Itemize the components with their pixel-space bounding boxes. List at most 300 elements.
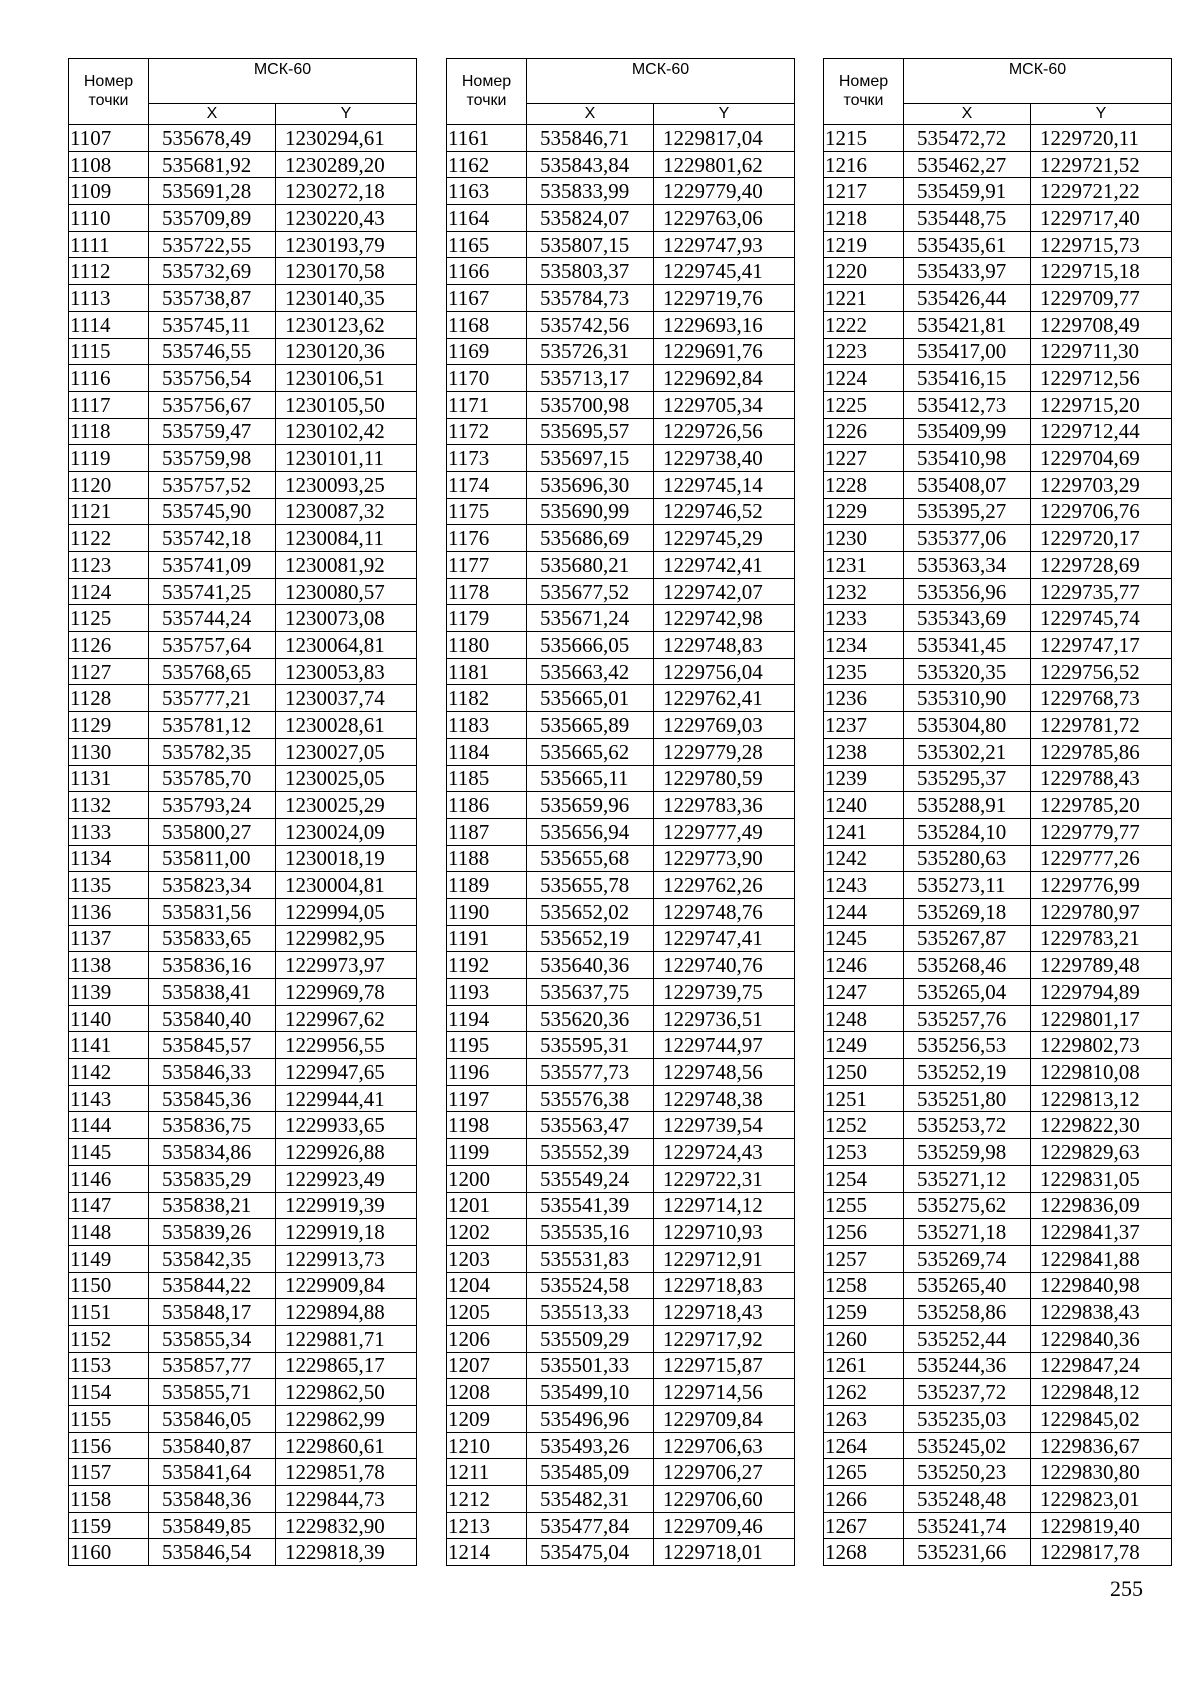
y-coordinate-cell: 1229789,48: [1031, 952, 1172, 979]
x-coordinate-cell: 535284,10: [904, 818, 1031, 845]
x-coordinate-cell: 535275,62: [904, 1192, 1031, 1219]
table-row: [69, 125, 417, 152]
header-x: X: [904, 104, 1031, 125]
x-coordinate-cell: 535690,99: [527, 498, 654, 525]
x-coordinate-cell: 535257,76: [904, 1005, 1031, 1032]
header-system: МСК-60: [527, 59, 795, 104]
y-coordinate-cell: 1229919,18: [276, 1219, 417, 1246]
point-number-cell: 1250: [824, 1059, 904, 1086]
table-row: [447, 1192, 795, 1219]
point-number-cell: 1183: [447, 712, 527, 739]
x-coordinate-cell: 535777,21: [149, 685, 276, 712]
x-coordinate-cell: 535482,31: [527, 1486, 654, 1513]
y-coordinate-cell: 1230018,19: [276, 845, 417, 872]
y-coordinate-cell: 1229693,16: [654, 311, 795, 338]
point-number-cell: 1213: [447, 1512, 527, 1539]
x-coordinate-cell: 535840,40: [149, 1005, 276, 1032]
x-coordinate-cell: 535268,46: [904, 952, 1031, 979]
table-row: [447, 925, 795, 952]
table-row: [447, 898, 795, 925]
y-coordinate-cell: 1229724,43: [654, 1139, 795, 1166]
x-coordinate-cell: 535524,58: [527, 1272, 654, 1299]
table-row: [824, 1512, 1172, 1539]
table-row: [824, 1432, 1172, 1459]
table-row: [824, 1165, 1172, 1192]
x-coordinate-cell: 535267,87: [904, 925, 1031, 952]
x-coordinate-cell: 535848,17: [149, 1299, 276, 1326]
x-coordinate-cell: 535838,21: [149, 1192, 276, 1219]
x-coordinate-cell: 535757,64: [149, 632, 276, 659]
table-row: [447, 365, 795, 392]
x-coordinate-cell: 535742,18: [149, 525, 276, 552]
y-coordinate-cell: 1229818,39: [276, 1539, 417, 1566]
y-coordinate-cell: 1229714,56: [654, 1379, 795, 1406]
y-coordinate-cell: 1229712,56: [1031, 365, 1172, 392]
point-number-cell: 1175: [447, 498, 527, 525]
point-number-cell: 1107: [69, 125, 149, 152]
x-coordinate-cell: 535595,31: [527, 1032, 654, 1059]
y-coordinate-cell: 1229851,78: [276, 1459, 417, 1486]
point-number-cell: 1249: [824, 1032, 904, 1059]
table-row: [824, 1272, 1172, 1299]
table-body: [447, 125, 795, 1566]
x-coordinate-cell: 535259,98: [904, 1139, 1031, 1166]
table-row: [824, 765, 1172, 792]
y-coordinate-cell: 1229783,21: [1031, 925, 1172, 952]
point-number-cell: 1244: [824, 898, 904, 925]
x-coordinate-cell: 535509,29: [527, 1325, 654, 1352]
point-number-cell: 1212: [447, 1486, 527, 1513]
table-row: [824, 1459, 1172, 1486]
table-row: [824, 1352, 1172, 1379]
table-row: [824, 1059, 1172, 1086]
x-coordinate-cell: 535681,92: [149, 151, 276, 178]
point-number-cell: 1138: [69, 952, 149, 979]
x-coordinate-cell: 535655,78: [527, 872, 654, 899]
point-number-cell: 1197: [447, 1085, 527, 1112]
y-coordinate-cell: 1229715,18: [1031, 258, 1172, 285]
x-coordinate-cell: 535493,26: [527, 1432, 654, 1459]
point-number-cell: 1203: [447, 1245, 527, 1272]
x-coordinate-cell: 535848,36: [149, 1486, 276, 1513]
point-number-cell: 1134: [69, 845, 149, 872]
y-coordinate-cell: 1229744,97: [654, 1032, 795, 1059]
y-coordinate-cell: 1229848,12: [1031, 1379, 1172, 1406]
table-row: [824, 658, 1172, 685]
point-number-cell: 1231: [824, 552, 904, 579]
x-coordinate-cell: 535499,10: [527, 1379, 654, 1406]
table-row: [69, 418, 417, 445]
y-coordinate-cell: 1229810,08: [1031, 1059, 1172, 1086]
y-coordinate-cell: 1229740,76: [654, 952, 795, 979]
point-number-cell: 1186: [447, 792, 527, 819]
point-number-cell: 1236: [824, 685, 904, 712]
table-row: [447, 125, 795, 152]
y-coordinate-cell: 1229703,29: [1031, 471, 1172, 498]
y-coordinate-cell: 1229768,73: [1031, 685, 1172, 712]
x-coordinate-cell: 535785,70: [149, 765, 276, 792]
table-row: [447, 338, 795, 365]
x-coordinate-cell: 535741,09: [149, 552, 276, 579]
y-coordinate-cell: 1229881,71: [276, 1325, 417, 1352]
x-coordinate-cell: 535838,41: [149, 979, 276, 1006]
table-row: [824, 1539, 1172, 1566]
table-row: [69, 1459, 417, 1486]
x-coordinate-cell: 535677,52: [527, 578, 654, 605]
point-number-cell: 1217: [824, 178, 904, 205]
x-coordinate-cell: 535496,96: [527, 1406, 654, 1433]
y-coordinate-cell: 1230087,32: [276, 498, 417, 525]
point-number-cell: 1168: [447, 311, 527, 338]
x-coordinate-cell: 535549,24: [527, 1165, 654, 1192]
x-coordinate-cell: 535697,15: [527, 445, 654, 472]
header-point-number: Номер точки: [824, 59, 904, 125]
table-row: [447, 418, 795, 445]
table-row: [69, 1299, 417, 1326]
table-row: [69, 658, 417, 685]
y-coordinate-cell: 1230004,81: [276, 872, 417, 899]
x-coordinate-cell: 535250,23: [904, 1459, 1031, 1486]
y-coordinate-cell: 1229801,17: [1031, 1005, 1172, 1032]
table-row: [447, 498, 795, 525]
point-number-cell: 1184: [447, 738, 527, 765]
x-coordinate-cell: 535845,57: [149, 1032, 276, 1059]
x-coordinate-cell: 535265,04: [904, 979, 1031, 1006]
y-coordinate-cell: 1230080,57: [276, 578, 417, 605]
table-row: [447, 1032, 795, 1059]
point-number-cell: 1178: [447, 578, 527, 605]
x-coordinate-cell: 535757,52: [149, 471, 276, 498]
y-coordinate-cell: 1229745,41: [654, 258, 795, 285]
table-row: [69, 1005, 417, 1032]
y-coordinate-cell: 1230193,79: [276, 231, 417, 258]
point-number-cell: 1139: [69, 979, 149, 1006]
y-coordinate-cell: 1229748,38: [654, 1085, 795, 1112]
x-coordinate-cell: 535742,56: [527, 311, 654, 338]
y-coordinate-cell: 1229780,59: [654, 765, 795, 792]
table-row: [447, 792, 795, 819]
x-coordinate-cell: 535855,71: [149, 1379, 276, 1406]
table-row: [69, 525, 417, 552]
x-coordinate-cell: 535395,27: [904, 498, 1031, 525]
table-row: [447, 1139, 795, 1166]
y-coordinate-cell: 1230106,51: [276, 365, 417, 392]
table-row: [69, 552, 417, 579]
x-coordinate-cell: 535237,72: [904, 1379, 1031, 1406]
y-coordinate-cell: 1229894,88: [276, 1299, 417, 1326]
y-coordinate-cell: 1229708,49: [1031, 311, 1172, 338]
x-coordinate-cell: 535235,03: [904, 1406, 1031, 1433]
x-coordinate-cell: 535665,62: [527, 738, 654, 765]
y-coordinate-cell: 1229956,55: [276, 1032, 417, 1059]
y-coordinate-cell: 1229781,72: [1031, 712, 1172, 739]
table-row: [447, 1512, 795, 1539]
x-coordinate-cell: 535535,16: [527, 1219, 654, 1246]
table-row: [69, 1512, 417, 1539]
table-row: [69, 792, 417, 819]
point-number-cell: 1160: [69, 1539, 149, 1566]
y-coordinate-cell: 1229801,62: [654, 151, 795, 178]
point-number-cell: 1190: [447, 898, 527, 925]
x-coordinate-cell: 535320,35: [904, 658, 1031, 685]
x-coordinate-cell: 535541,39: [527, 1192, 654, 1219]
y-coordinate-cell: 1229748,83: [654, 632, 795, 659]
x-coordinate-cell: 535269,74: [904, 1245, 1031, 1272]
x-coordinate-cell: 535726,31: [527, 338, 654, 365]
table-row: [69, 178, 417, 205]
y-coordinate-cell: 1229838,43: [1031, 1299, 1172, 1326]
table-row: [824, 712, 1172, 739]
y-coordinate-cell: 1229862,99: [276, 1406, 417, 1433]
table-row: [69, 1406, 417, 1433]
point-number-cell: 1122: [69, 525, 149, 552]
table-row: [447, 311, 795, 338]
x-coordinate-cell: 535680,21: [527, 552, 654, 579]
y-coordinate-cell: 1229721,52: [1031, 151, 1172, 178]
table-row: [447, 872, 795, 899]
point-number-cell: 1266: [824, 1486, 904, 1513]
y-coordinate-cell: 1229756,04: [654, 658, 795, 685]
point-number-cell: 1257: [824, 1245, 904, 1272]
point-number-cell: 1265: [824, 1459, 904, 1486]
x-coordinate-cell: 535846,05: [149, 1406, 276, 1433]
y-coordinate-cell: 1229717,92: [654, 1325, 795, 1352]
x-coordinate-cell: 535280,63: [904, 845, 1031, 872]
y-coordinate-cell: 1230289,20: [276, 151, 417, 178]
x-coordinate-cell: 535824,07: [527, 205, 654, 232]
point-number-cell: 1154: [69, 1379, 149, 1406]
point-number-cell: 1188: [447, 845, 527, 872]
y-coordinate-cell: 1229747,41: [654, 925, 795, 952]
table-row: [69, 1486, 417, 1513]
table-row: [824, 845, 1172, 872]
point-number-cell: 1254: [824, 1165, 904, 1192]
point-number-cell: 1187: [447, 818, 527, 845]
point-number-cell: 1192: [447, 952, 527, 979]
y-coordinate-cell: 1229923,49: [276, 1165, 417, 1192]
x-coordinate-cell: 535782,35: [149, 738, 276, 765]
table-row: [824, 685, 1172, 712]
table-row: [447, 1272, 795, 1299]
x-coordinate-cell: 535410,98: [904, 445, 1031, 472]
table-row: [824, 1112, 1172, 1139]
x-coordinate-cell: 535271,18: [904, 1219, 1031, 1246]
x-coordinate-cell: 535855,34: [149, 1325, 276, 1352]
table-row: [447, 285, 795, 312]
y-coordinate-cell: 1229712,44: [1031, 418, 1172, 445]
x-coordinate-cell: 535416,15: [904, 365, 1031, 392]
y-coordinate-cell: 1229706,63: [654, 1432, 795, 1459]
x-coordinate-cell: 535696,30: [527, 471, 654, 498]
point-number-cell: 1179: [447, 605, 527, 632]
point-number-cell: 1208: [447, 1379, 527, 1406]
y-coordinate-cell: 1229718,43: [654, 1299, 795, 1326]
table-row: [447, 1352, 795, 1379]
point-number-cell: 1162: [447, 151, 527, 178]
point-number-cell: 1263: [824, 1406, 904, 1433]
x-coordinate-cell: 535746,55: [149, 338, 276, 365]
table-row: [824, 1219, 1172, 1246]
x-coordinate-cell: 535713,17: [527, 365, 654, 392]
table-row: [69, 578, 417, 605]
y-coordinate-cell: 1229710,93: [654, 1219, 795, 1246]
point-number-cell: 1261: [824, 1352, 904, 1379]
table-row: [69, 1325, 417, 1352]
table-row: [824, 365, 1172, 392]
y-coordinate-cell: 1229779,28: [654, 738, 795, 765]
y-coordinate-cell: 1229739,75: [654, 979, 795, 1006]
x-coordinate-cell: 535477,84: [527, 1512, 654, 1539]
table-row: [69, 952, 417, 979]
y-coordinate-cell: 1229919,39: [276, 1192, 417, 1219]
x-coordinate-cell: 535637,75: [527, 979, 654, 1006]
table-row: [824, 872, 1172, 899]
y-coordinate-cell: 1229705,34: [654, 391, 795, 418]
y-coordinate-cell: 1229739,54: [654, 1112, 795, 1139]
header-y: Y: [654, 104, 795, 125]
point-number-cell: 1157: [69, 1459, 149, 1486]
x-coordinate-cell: 535426,44: [904, 285, 1031, 312]
header-x: X: [527, 104, 654, 125]
table-row: [69, 1539, 417, 1566]
y-coordinate-cell: 1229711,30: [1031, 338, 1172, 365]
x-coordinate-cell: 535231,66: [904, 1539, 1031, 1566]
table-row: [824, 552, 1172, 579]
table-row: [447, 552, 795, 579]
point-number-cell: 1226: [824, 418, 904, 445]
y-coordinate-cell: 1229780,97: [1031, 898, 1172, 925]
point-number-cell: 1225: [824, 391, 904, 418]
table-row: [69, 979, 417, 1006]
table-row: [447, 1219, 795, 1246]
y-coordinate-cell: 1230140,35: [276, 285, 417, 312]
point-number-cell: 1221: [824, 285, 904, 312]
x-coordinate-cell: 535295,37: [904, 765, 1031, 792]
point-number-cell: 1242: [824, 845, 904, 872]
table-row: [69, 738, 417, 765]
table-row: [69, 898, 417, 925]
table-row: [447, 1459, 795, 1486]
point-number-cell: 1125: [69, 605, 149, 632]
point-number-cell: 1196: [447, 1059, 527, 1086]
y-coordinate-cell: 1229819,40: [1031, 1512, 1172, 1539]
y-coordinate-cell: 1229779,77: [1031, 818, 1172, 845]
x-coordinate-cell: 535839,26: [149, 1219, 276, 1246]
y-coordinate-cell: 1229738,40: [654, 445, 795, 472]
x-coordinate-cell: 535793,24: [149, 792, 276, 819]
point-number-cell: 1145: [69, 1139, 149, 1166]
x-coordinate-cell: 535841,64: [149, 1459, 276, 1486]
x-coordinate-cell: 535811,00: [149, 845, 276, 872]
point-number-cell: 1114: [69, 311, 149, 338]
table-row: [69, 471, 417, 498]
table-row: [824, 1299, 1172, 1326]
y-coordinate-cell: 1230053,83: [276, 658, 417, 685]
y-coordinate-cell: 1229840,36: [1031, 1325, 1172, 1352]
x-coordinate-cell: 535652,19: [527, 925, 654, 952]
point-number-cell: 1223: [824, 338, 904, 365]
x-coordinate-cell: 535656,94: [527, 818, 654, 845]
table-row: [447, 471, 795, 498]
y-coordinate-cell: 1229718,01: [654, 1539, 795, 1566]
x-coordinate-cell: 535620,36: [527, 1005, 654, 1032]
y-coordinate-cell: 1229735,77: [1031, 578, 1172, 605]
point-number-cell: 1239: [824, 765, 904, 792]
x-coordinate-cell: 535377,06: [904, 525, 1031, 552]
y-coordinate-cell: 1229969,78: [276, 979, 417, 1006]
y-coordinate-cell: 1229841,88: [1031, 1245, 1172, 1272]
point-number-cell: 1252: [824, 1112, 904, 1139]
table-row: [824, 258, 1172, 285]
x-coordinate-cell: 535846,71: [527, 125, 654, 152]
y-coordinate-cell: 1229788,43: [1031, 765, 1172, 792]
x-coordinate-cell: 535759,98: [149, 445, 276, 472]
x-coordinate-cell: 535577,73: [527, 1059, 654, 1086]
y-coordinate-cell: 1230073,08: [276, 605, 417, 632]
table-row: [447, 658, 795, 685]
table-row: [69, 632, 417, 659]
y-coordinate-cell: 1230024,09: [276, 818, 417, 845]
table-row: [824, 471, 1172, 498]
y-coordinate-cell: 1229841,37: [1031, 1219, 1172, 1246]
x-coordinate-cell: 535245,02: [904, 1432, 1031, 1459]
point-number-cell: 1176: [447, 525, 527, 552]
point-number-cell: 1199: [447, 1139, 527, 1166]
table-row: [447, 685, 795, 712]
table-row: [447, 632, 795, 659]
table-row: [69, 1432, 417, 1459]
y-coordinate-cell: 1229709,77: [1031, 285, 1172, 312]
point-number-cell: 1194: [447, 1005, 527, 1032]
y-coordinate-cell: 1229715,20: [1031, 391, 1172, 418]
x-coordinate-cell: 535836,75: [149, 1112, 276, 1139]
point-number-cell: 1255: [824, 1192, 904, 1219]
point-number-cell: 1128: [69, 685, 149, 712]
page-number: 255: [1110, 1576, 1143, 1601]
point-number-cell: 1182: [447, 685, 527, 712]
point-number-cell: 1198: [447, 1112, 527, 1139]
y-coordinate-cell: 1229865,17: [276, 1352, 417, 1379]
point-number-cell: 1246: [824, 952, 904, 979]
table-row: [69, 925, 417, 952]
table-row: [447, 525, 795, 552]
point-number-cell: 1253: [824, 1139, 904, 1166]
x-coordinate-cell: 535501,33: [527, 1352, 654, 1379]
table-row: [824, 1406, 1172, 1433]
y-coordinate-cell: 1230025,05: [276, 765, 417, 792]
x-coordinate-cell: 535640,36: [527, 952, 654, 979]
x-coordinate-cell: 535835,29: [149, 1165, 276, 1192]
table-row: [69, 151, 417, 178]
table-row: [69, 1352, 417, 1379]
x-coordinate-cell: 535310,90: [904, 685, 1031, 712]
point-number-cell: 1172: [447, 418, 527, 445]
table-row: [447, 605, 795, 632]
table-row: [69, 205, 417, 232]
y-coordinate-cell: 1229706,76: [1031, 498, 1172, 525]
table-row: [824, 445, 1172, 472]
x-coordinate-cell: 535448,75: [904, 205, 1031, 232]
table-row: [447, 952, 795, 979]
table-row: [447, 1112, 795, 1139]
coordinates-table-2: [446, 58, 795, 1566]
x-coordinate-cell: 535745,90: [149, 498, 276, 525]
x-coordinate-cell: 535738,87: [149, 285, 276, 312]
x-coordinate-cell: 535759,47: [149, 418, 276, 445]
y-coordinate-cell: 1229783,36: [654, 792, 795, 819]
x-coordinate-cell: 535857,77: [149, 1352, 276, 1379]
x-coordinate-cell: 535302,21: [904, 738, 1031, 765]
